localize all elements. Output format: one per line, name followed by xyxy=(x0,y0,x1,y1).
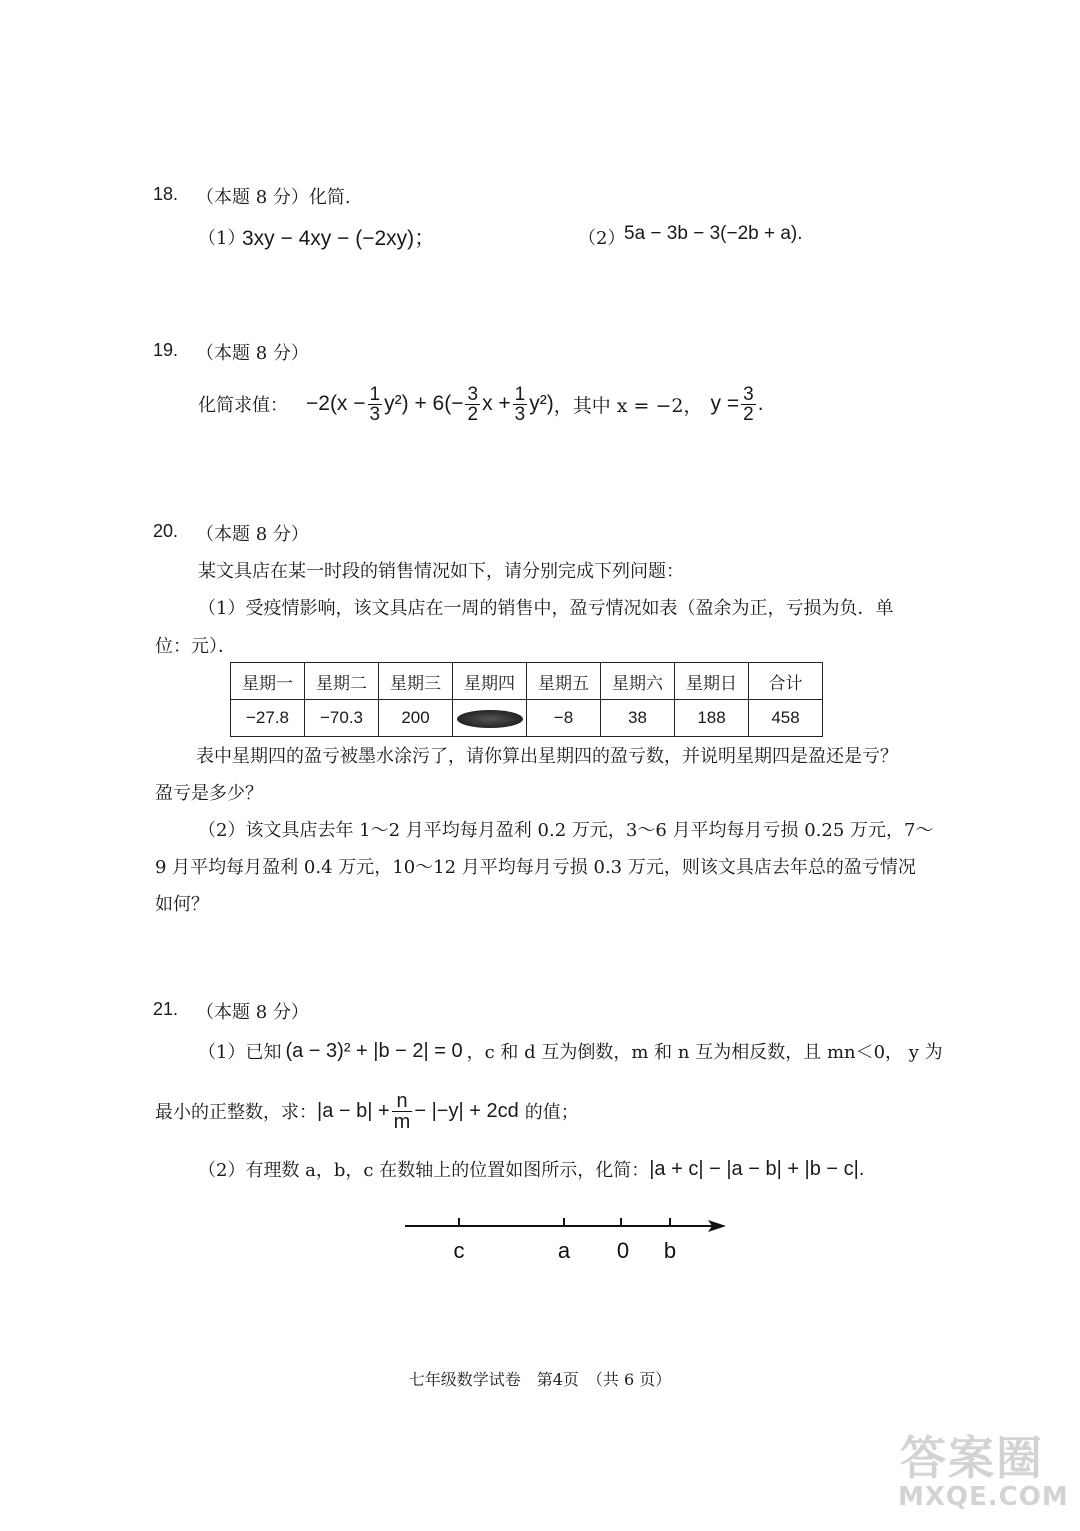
q19-fraction-4-numerator: 3 xyxy=(743,383,754,405)
q20-sales-table xyxy=(230,662,823,737)
table-cell: 200 xyxy=(379,700,453,737)
q19-fraction-2 xyxy=(465,385,480,424)
q18-part2-label: （2） xyxy=(578,228,626,249)
q19-y-label: y = xyxy=(710,392,740,415)
q20-part2-line1: （2）该文具店去年 1～2 月平均每月盈利 0.2 万元，3～6 月平均每月亏损 0.25 万元，7～ xyxy=(198,820,934,841)
q21-number: 21. xyxy=(153,999,179,1019)
table-cell: −8 xyxy=(527,700,601,737)
q20-intro: 某文具店在某一时段的销售情况如下，请分别完成下列问题： xyxy=(198,561,684,582)
q20-part1-line2: 位：元）． xyxy=(155,636,236,657)
ink-blot xyxy=(457,710,523,728)
q20-part2-line2: 9 月平均每月盈利 0.4 万元，10～12 月平均每月亏损 0.3 万元，则该文具店去年总的盈亏情况 xyxy=(155,857,916,878)
q19-fraction-3-numerator: 1 xyxy=(514,383,526,405)
axis-label-b: b xyxy=(663,1238,677,1263)
q20-part2-line3: 如何？ xyxy=(155,894,209,915)
q20-part1-line1: （1）受疫情影响，该文具店在一周的销售中，盈亏情况如表（盈余为正，亏损为负．单 xyxy=(198,598,894,619)
q20-sales-table-wrapper xyxy=(230,662,823,737)
q19-expr-part2: y²) + 6(− xyxy=(384,392,464,415)
table-header-cell: 星期五 xyxy=(527,663,601,700)
watermark-logo: 答案圈 xyxy=(900,1431,1044,1485)
table-header-cell: 星期二 xyxy=(305,663,379,700)
q21-header: （本题 8 分） xyxy=(196,1002,309,1023)
q19-fraction-3 xyxy=(513,385,528,424)
table-header-cell: 星期四 xyxy=(453,663,527,700)
q21-part1-line2 xyxy=(155,1084,579,1138)
number-line xyxy=(400,1210,740,1270)
q21-part1-line1 xyxy=(198,1036,943,1066)
table-cell-ink-blot xyxy=(453,700,527,737)
q19-lead: 化简求值： xyxy=(198,395,288,416)
q19-expr-part3: x + xyxy=(482,392,511,415)
q21-part1-expression: (a − 3)² + |b − 2| = 0 xyxy=(285,1039,463,1062)
table-cell: 188 xyxy=(675,700,749,737)
q19-header: （本题 8 分） xyxy=(196,343,309,364)
table-row xyxy=(231,700,823,737)
q21-part1-ask: 最小的正整数，求： xyxy=(155,1102,317,1123)
q18-number: 18. xyxy=(153,184,179,204)
q19-condition: ，其中 x = −2， xyxy=(553,394,703,417)
q19-fraction-1-denominator: 3 xyxy=(369,403,381,425)
watermark-domain: MXQE.COM xyxy=(898,1482,1069,1512)
q21-fraction-denominator: m xyxy=(393,1110,411,1133)
q21-part1-conditions: ，c 和 d 互为倒数，m 和 n 互为相反数，且 mn＜0， y 为 xyxy=(466,1042,943,1063)
q19-fraction-1 xyxy=(368,385,383,424)
q20-header: （本题 8 分） xyxy=(196,524,309,545)
table-cell: 458 xyxy=(749,700,823,737)
table-cell: −70.3 xyxy=(305,700,379,737)
table-header-cell: 星期日 xyxy=(675,663,749,700)
q18-part1-label: （1） xyxy=(198,228,246,249)
q21-part2-text: （2）有理数 a，b，c 在数轴上的位置如图所示，化简： xyxy=(198,1160,650,1181)
table-header-cell: 星期六 xyxy=(601,663,675,700)
q20-after-line1: 表中星期四的盈亏被墨水涂污了，请你算出星期四的盈亏数，并说明星期四是盈还是亏？ xyxy=(196,746,898,767)
axis-label-c: c xyxy=(453,1238,465,1263)
q19-end: . xyxy=(757,392,764,415)
page-footer: 七年级数学试卷 第4页 （共 6 页） xyxy=(408,1370,672,1389)
q18-part2-expression: 5a − 3b − 3(−2b + a). xyxy=(624,223,803,244)
q18-part1-expression: 3xy − 4xy − (−2xy)； xyxy=(242,227,436,250)
q21-part2-line xyxy=(198,1154,864,1184)
table-cell: −27.8 xyxy=(231,700,305,737)
q20-after-line2: 盈亏是多少？ xyxy=(155,783,263,804)
q18-header: （本题 8 分）化简. xyxy=(196,187,351,208)
q21-part1-expr-b: − |−y| + 2cd xyxy=(414,1099,519,1122)
q19-fraction-4-denominator: 2 xyxy=(743,403,754,425)
q19-expr-part1: −2(x − xyxy=(306,392,366,415)
q19-expression-line xyxy=(198,376,764,432)
q19-fraction-1-numerator: 1 xyxy=(369,383,381,405)
q19-number: 19. xyxy=(153,340,179,360)
q19-fraction-2-numerator: 3 xyxy=(467,383,479,405)
q19-fraction-2-denominator: 2 xyxy=(467,403,479,425)
table-header-row xyxy=(231,663,823,700)
table-header-cell: 合计 xyxy=(749,663,823,700)
q20-number: 20. xyxy=(153,521,179,541)
q21-fraction-n-over-m xyxy=(392,1091,413,1132)
axis-label-zero: 0 xyxy=(616,1238,630,1263)
table-header-cell: 星期一 xyxy=(231,663,305,700)
table-cell: 38 xyxy=(601,700,675,737)
axis-label-a: a xyxy=(557,1238,571,1263)
q21-part1-expr-a: |a − b| + xyxy=(317,1099,390,1122)
q19-fraction-4 xyxy=(741,385,756,424)
q21-part2-expression: |a + c| − |a − b| + |b − c|. xyxy=(649,1157,865,1180)
q21-fraction-numerator: n xyxy=(396,1089,408,1112)
q19-fraction-3-denominator: 3 xyxy=(514,403,526,425)
q21-part1-tail: 的值； xyxy=(524,1102,579,1123)
q21-part1-lead: （1）已知 xyxy=(198,1042,282,1063)
table-header-cell: 星期三 xyxy=(379,663,453,700)
q19-expr-part4: y²) xyxy=(529,392,554,415)
